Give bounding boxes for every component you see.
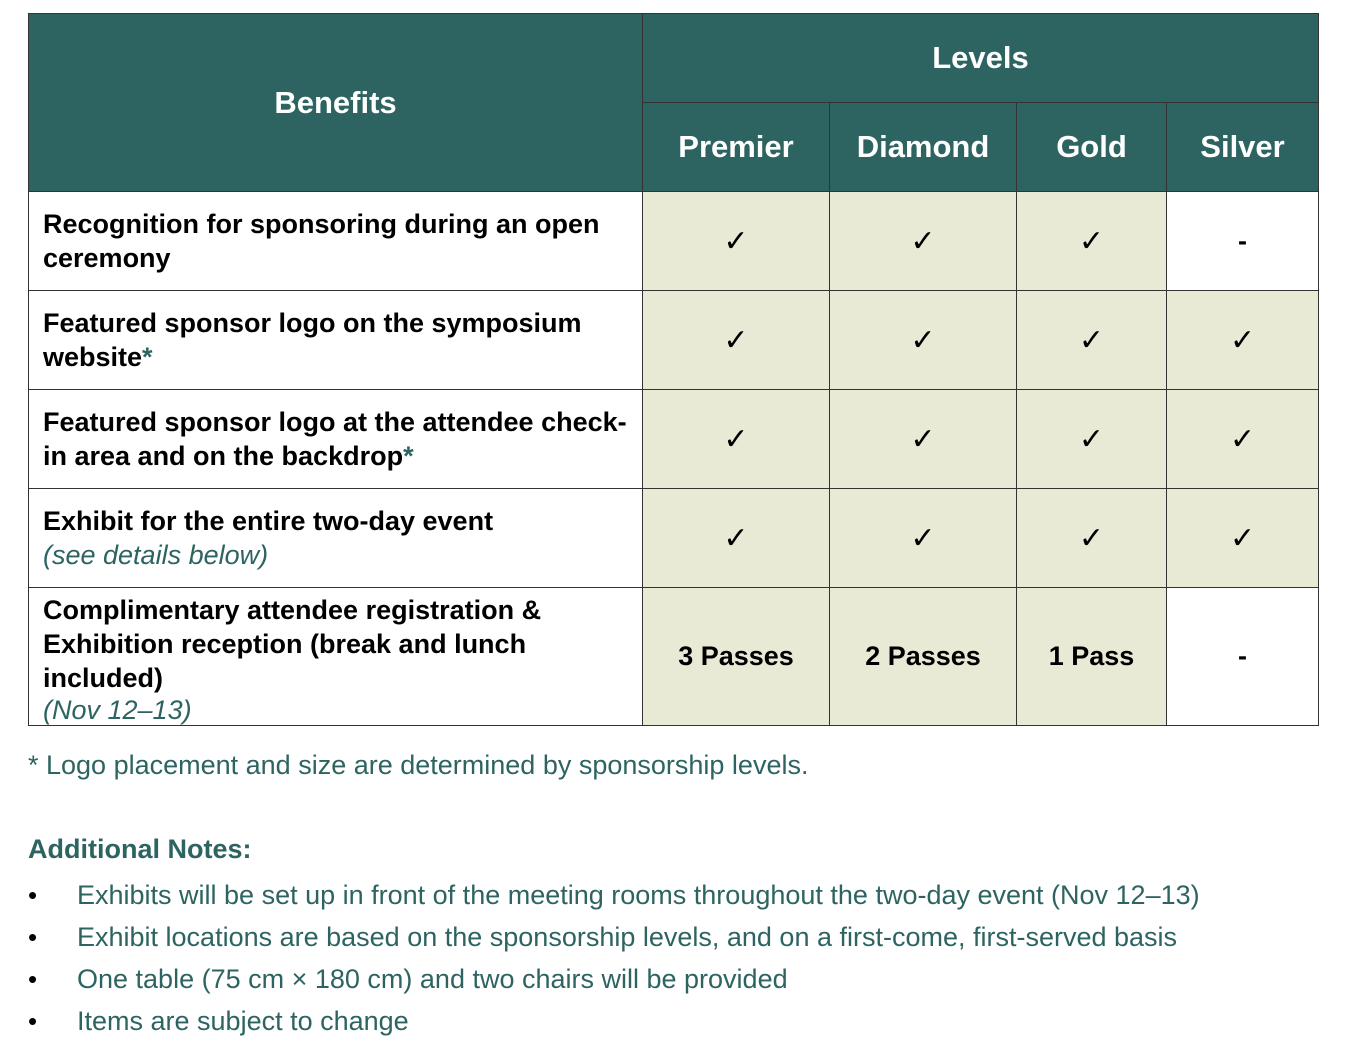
asterisk-marker: * xyxy=(142,342,153,372)
additional-notes-title: Additional Notes: xyxy=(28,834,252,864)
level-cell xyxy=(1017,192,1167,291)
level-cell xyxy=(1167,489,1319,588)
level-cell xyxy=(1017,291,1167,390)
benefit-label: Featured sponsor logo on the symposium website xyxy=(43,308,582,372)
check-icon: ✓ xyxy=(1078,422,1105,456)
level-cell xyxy=(1017,390,1167,489)
level-cell xyxy=(1017,489,1167,588)
asterisk-marker: * xyxy=(403,441,414,471)
note-text: Items are subject to change xyxy=(77,1006,409,1036)
pass-count: 2 Passes xyxy=(865,641,981,671)
table-row xyxy=(29,588,1319,726)
level-cell xyxy=(830,588,1017,726)
sponsorship-benefits-table xyxy=(28,13,1319,726)
note-text: Exhibit locations are based on the sponsorship levels, and on a first-come, first-served basis xyxy=(77,922,1178,952)
level-header-gold: Gold xyxy=(1017,103,1167,192)
benefit-cell xyxy=(29,588,643,726)
table-row xyxy=(29,489,1319,588)
benefit-cell xyxy=(29,192,643,291)
check-icon: ✓ xyxy=(723,521,749,555)
check-icon: ✓ xyxy=(1078,323,1105,357)
benefits-column-header: Benefits xyxy=(29,14,643,192)
benefit-cell xyxy=(29,291,643,390)
bullet-icon: • xyxy=(28,880,38,910)
table-row xyxy=(29,390,1319,489)
check-icon: ✓ xyxy=(723,323,749,357)
level-cell xyxy=(1167,588,1319,726)
check-icon: ✓ xyxy=(723,224,749,258)
check-icon: ✓ xyxy=(910,323,936,357)
table-row xyxy=(29,192,1319,291)
list-item xyxy=(28,1001,1328,1043)
check-icon: ✓ xyxy=(910,224,936,258)
additional-notes-list xyxy=(28,875,1328,1043)
check-icon: ✓ xyxy=(1078,521,1105,555)
level-cell xyxy=(1167,291,1319,390)
dash-value: - xyxy=(1238,225,1247,256)
level-header-silver: Silver xyxy=(1167,103,1319,192)
benefit-subnote: (see details below) xyxy=(43,540,269,570)
note-text: One table (75 cm × 180 cm) and two chairs will be provided xyxy=(77,964,788,994)
level-cell xyxy=(830,489,1017,588)
dash-value: - xyxy=(1238,641,1247,671)
benefit-cell xyxy=(29,390,643,489)
level-header-premier: Premier xyxy=(643,103,830,192)
level-cell xyxy=(830,390,1017,489)
level-cell xyxy=(643,192,830,291)
note-text: Exhibits will be set up in front of the meeting rooms throughout the two-day event (Nov 12–13) xyxy=(77,880,1200,910)
check-icon: ✓ xyxy=(910,422,936,456)
check-icon: ✓ xyxy=(1229,323,1256,357)
benefit-label: Featured sponsor logo at the attendee check-in area and on the backdrop xyxy=(43,407,627,471)
levels-column-header: Levels xyxy=(643,14,1319,103)
bullet-icon: • xyxy=(28,964,38,994)
level-cell xyxy=(1167,192,1319,291)
check-icon: ✓ xyxy=(1229,521,1256,555)
bullet-icon: • xyxy=(28,922,38,952)
level-cell xyxy=(643,291,830,390)
check-icon: ✓ xyxy=(723,422,749,456)
pass-count: 1 Pass xyxy=(1048,641,1135,671)
level-cell xyxy=(1167,390,1319,489)
level-cell xyxy=(830,192,1017,291)
check-icon: ✓ xyxy=(1229,422,1256,456)
benefit-label: Exhibit for the entire two-day event xyxy=(43,506,494,536)
bullet-icon: • xyxy=(28,1006,38,1036)
pass-count: 3 Passes xyxy=(678,641,794,671)
list-item xyxy=(28,959,1328,1001)
benefit-subnote: (Nov 12–13) xyxy=(43,695,192,725)
check-icon: ✓ xyxy=(910,521,936,555)
check-icon: ✓ xyxy=(1078,224,1105,258)
table-row xyxy=(29,291,1319,390)
level-cell xyxy=(643,588,830,726)
level-header-diamond: Diamond xyxy=(830,103,1017,192)
level-cell xyxy=(643,390,830,489)
list-item xyxy=(28,875,1328,917)
level-cell xyxy=(643,489,830,588)
logo-footnote: * Logo placement and size are determined by sponsorship levels. xyxy=(28,750,809,780)
benefit-label: Complimentary attendee registration & Exhibition reception (break and lunch included) xyxy=(43,595,542,693)
benefit-label: Recognition for sponsoring during an open ceremony xyxy=(43,209,600,273)
level-cell xyxy=(830,291,1017,390)
list-item xyxy=(28,917,1328,959)
benefit-cell xyxy=(29,489,643,588)
level-cell xyxy=(1017,588,1167,726)
